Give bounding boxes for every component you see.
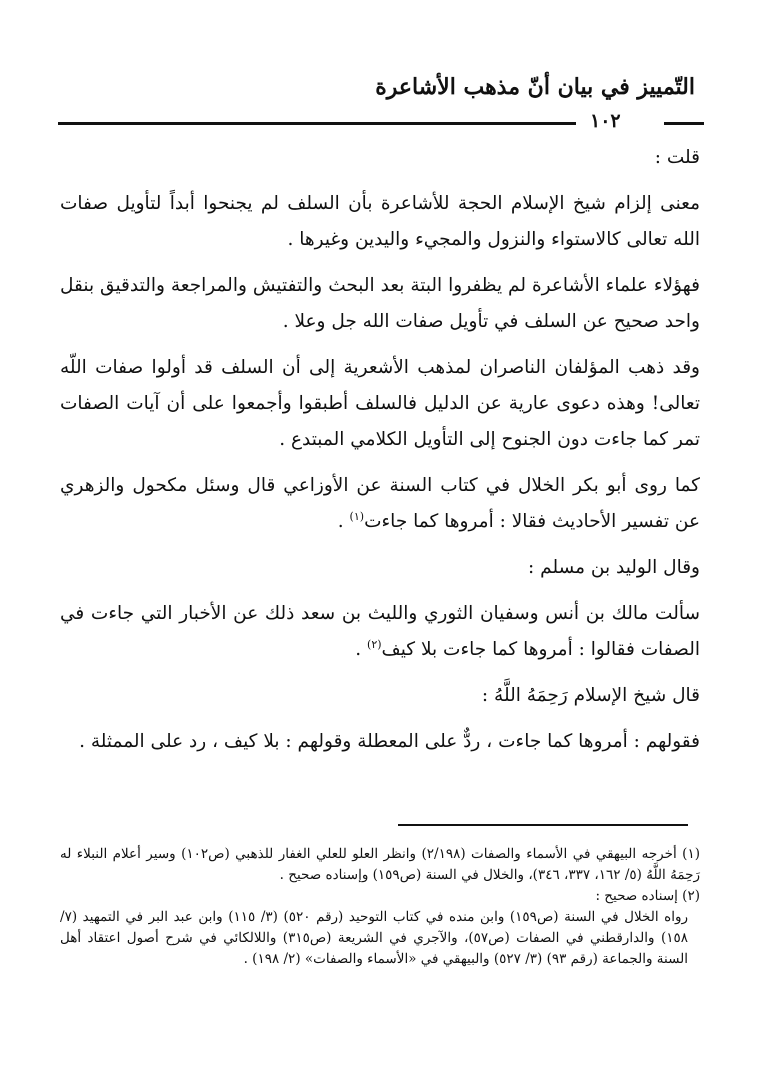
paragraph: قلت : bbox=[654, 147, 700, 168]
paragraph-text: كما روى أبو بكر الخلال في كتاب السنة عن الأوزاعي قال وسئل مكحول والزهري عن تفسير الأحاديث فقالا : أمروها كما جاءت bbox=[60, 475, 700, 532]
paragraph: قال شيخ الإسلام رَحِمَهُ اللَّهُ : bbox=[481, 685, 700, 706]
paragraph bbox=[60, 468, 700, 540]
paragraph: وقال الوليد بن مسلم : bbox=[528, 557, 700, 578]
footnote-ref: (١) bbox=[349, 509, 365, 523]
paragraph-text: سألت مالك بن أنس وسفيان الثوري والليث بن سعد ذلك عن الأخبار التي جاءت في الصفات فقالوا : أمروها كما جاءت بلا كيف bbox=[60, 603, 700, 660]
header-rule bbox=[58, 122, 576, 125]
main-text bbox=[60, 140, 700, 770]
paragraph: معنى إلزام شيخ الإسلام الحجة للأشاعرة بأن السلف لم يجنحوا أبداً لتأويل صفات الله تعالى كالاستواء والنزول والمجيء واليدين وغيرها . bbox=[60, 193, 700, 250]
footnote-body: رواه الخلال في السنة (ص١٥٩) وابن منده في كتاب التوحيد (رقم ٥٢٠) (٣/ ١١٥) وابن عبد البر في التمهيد (٧/ ١٥٨) والدارقطني في الصفات (ص٥٧)، والآجري في الشريعة (ص٣١٥) واللالكائي في شرح أصول اعتقاد أهل السنة والجماعة (رقم ٩٣) (٣/ ٥٢٧) والبيهقي في «الأسماء والصفات» (٢/ ١٩٨) . bbox=[60, 909, 689, 967]
footnote: (١) أخرجه البيهقي في الأسماء والصفات (٢/١٩٨) وانظر العلو للعلي الغفار للذهبي (ص١٠٢) وسير أعلام النبلاء له رَحِمَهُ اللَّهُ (٥/ ١٦٢، ٣٣٧، ٣٤٦)، والخلال في السنة (ص١٥٩) وإسناده صحيح . bbox=[60, 846, 700, 883]
paragraph bbox=[60, 596, 700, 668]
footnote-ref: (٢) bbox=[367, 637, 382, 651]
paragraph: فهؤلاء علماء الأشاعرة لم يظفروا البتة بعد البحث والتفتيش والمراجعة والتدقيق بنقل واحد صحيح عن السلف في تأويل صفات الله جل وعلا . bbox=[60, 275, 700, 332]
footnote: (٢) إسناده صحيح : bbox=[595, 888, 700, 904]
paragraph: وقد ذهب المؤلفان الناصران لمذهب الأشعرية إلى أن السلف قد أولوا صفات اللّه تعالى! وهذه دعوى عارية عن الدليل فالسلف أطبقوا وأجمعوا على أن آيات الصفات تمر كما جاءت دون الجنوح إلى التأويل الكلامي المبتدع . bbox=[60, 357, 700, 450]
running-header-title: التّمييز في بيان أنّ مذهب الأشاعرة bbox=[375, 74, 695, 100]
page-number: ١٠٢ bbox=[590, 110, 621, 132]
header-rule-short bbox=[664, 122, 704, 125]
paragraph-end: . bbox=[337, 511, 350, 532]
paragraph: فقولهم : أمروها كما جاءت ، ردٌّ على المعطلة وقولهم : بلا كيف ، رد على الممثلة . bbox=[79, 731, 700, 752]
footnote-separator bbox=[398, 824, 688, 826]
footnotes bbox=[60, 844, 700, 970]
paragraph-end: . bbox=[355, 639, 368, 660]
